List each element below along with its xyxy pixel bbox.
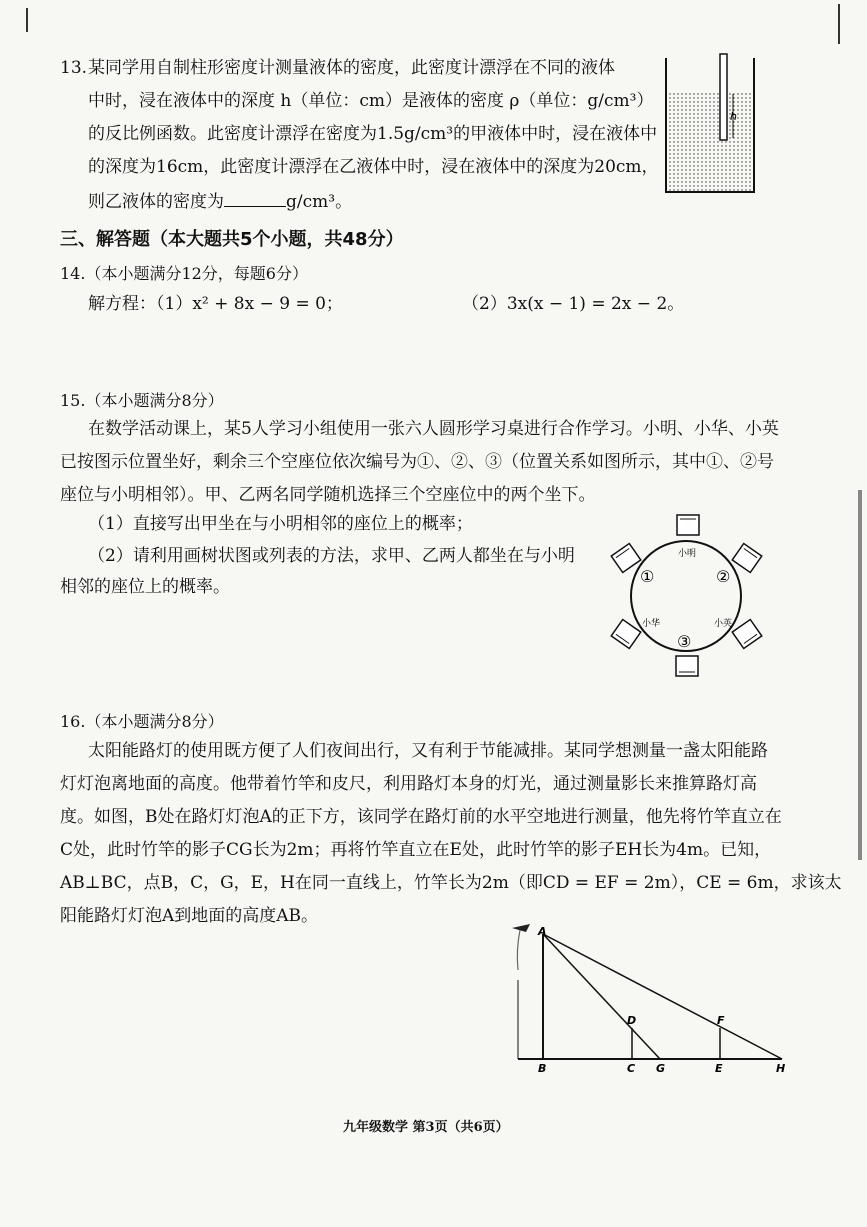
chair-top-right — [732, 543, 761, 572]
q13-line-3: 的反比例函数。此密度计漂浮在密度为1.5g/cm³的甲液体中时，浸在液体中 — [88, 124, 658, 144]
label-xiaoming: 小明 — [678, 549, 697, 559]
q13-line-5 — [88, 192, 352, 211]
point-F: F — [717, 1014, 725, 1027]
seat-2-label: ② — [716, 567, 731, 586]
q15-line-2: 已按图示位置坐好，剩余三个空座位依次编号为①、②、③（位置关系如图所示，其中①、②号 — [60, 452, 774, 472]
q15-line-1: 在数学活动课上，某5人学习小组使用一张六人圆形学习桌进行合作学习。小明、小华、小英 — [88, 419, 779, 439]
scan-edge-mark-left — [26, 8, 28, 32]
q15-part-2a: （2）请利用画树状图或列表的方法，求甲、乙两人都坐在与小明 — [88, 546, 575, 566]
depth-label-h: h — [730, 110, 737, 123]
seat-1-label: ① — [640, 567, 655, 586]
label-xiaoying: 小英 — [714, 619, 733, 629]
densimeter-figure — [660, 52, 760, 194]
q16-line-1: 太阳能路灯的使用既方便了人们夜间出行，又有利于节能减排。某同学想测量一盏太阳能路 — [88, 741, 768, 761]
q16-line-5: AB⊥BC，点B，C，G，E，H在同一直线上，竹竿长为2m（即CD = EF = 2m），CE = 6m，求该太 — [60, 873, 842, 893]
q13-line-5-before: 则乙液体的密度为 — [88, 192, 224, 212]
point-H: H — [776, 1062, 786, 1075]
section-3-heading: 三、解答题（本大题共5个小题，共48分） — [60, 229, 404, 250]
lamp-head — [512, 924, 530, 932]
point-A: A — [538, 925, 547, 938]
q15-part-2b: 相邻的座位上的概率。 — [60, 577, 230, 597]
lamp-arm — [517, 930, 520, 970]
point-B: B — [538, 1062, 547, 1075]
q13-line-2: 中时，浸在液体中的深度 h（单位：cm）是液体的密度 ρ（单位：g/cm³） — [88, 91, 654, 111]
chair-bottom-left — [611, 619, 640, 648]
q15-header: 15.（本小题满分8分） — [60, 391, 224, 410]
q14-equation-1: 解方程：（1）x² + 8x − 9 = 0； — [88, 294, 343, 314]
q15-line-3: 座位与小明相邻）。甲、乙两名同学随机选择三个空座位中的两个坐下。 — [60, 485, 596, 505]
q13-line-5-after: g/cm³。 — [286, 192, 353, 212]
q13-number: 13. — [60, 58, 88, 78]
q13-line-1: 某同学用自制柱形密度计测量液体的密度，此密度计漂浮在不同的液体 — [88, 58, 615, 78]
q16-line-4: C处，此时竹竿的影子CG长为2m；再将竹竿直立在E处，此时竹竿的影子EH长为4m。已知， — [60, 840, 772, 860]
point-E: E — [715, 1062, 723, 1075]
point-G: G — [656, 1062, 666, 1075]
q14-equation-2: （2）3x(x − 1) = 2x − 2。 — [462, 294, 685, 314]
q15-part-1: （1）直接写出甲坐在与小明相邻的座位上的概率； — [88, 514, 473, 534]
seat-3-label: ③ — [677, 632, 692, 651]
point-D: D — [627, 1014, 637, 1027]
street-light-figure — [500, 920, 800, 1080]
densimeter-stick — [720, 54, 727, 140]
chair-bottom-right — [732, 619, 761, 648]
point-C: C — [627, 1062, 636, 1075]
label-xiaohua: 小华 — [642, 619, 661, 629]
scan-edge-mark-right-lower — [858, 490, 862, 860]
q16-line-2: 灯灯泡离地面的高度。他带着竹竿和皮尺，利用路灯本身的灯光，通过测量影长来推算路灯高 — [60, 774, 757, 794]
round-table-figure — [604, 510, 774, 685]
chair-top — [677, 515, 699, 535]
answer-blank — [224, 192, 286, 207]
chair-bottom — [676, 656, 698, 676]
liquid — [667, 92, 753, 192]
page-footer: 九年级数学 第3页（共6页） — [343, 1120, 509, 1135]
q14-header: 14.（本小题满分12分，每题6分） — [60, 264, 308, 283]
scan-edge-mark-right — [838, 4, 840, 44]
ray-AH — [543, 934, 782, 1059]
q16-header: 16.（本小题满分8分） — [60, 712, 224, 731]
ray-AG — [543, 934, 660, 1059]
q16-line-3: 度。如图，B处在路灯灯泡A的正下方，该同学在路灯前的水平空地进行测量，他先将竹竿直立在 — [60, 807, 782, 827]
q13-line-4: 的深度为16cm，此密度计漂浮在乙液体中时，浸在液体中的深度为20cm， — [88, 157, 659, 177]
q16-line-6: 阳能路灯灯泡A到地面的高度AB。 — [60, 906, 319, 926]
chair-top-left — [611, 543, 640, 572]
